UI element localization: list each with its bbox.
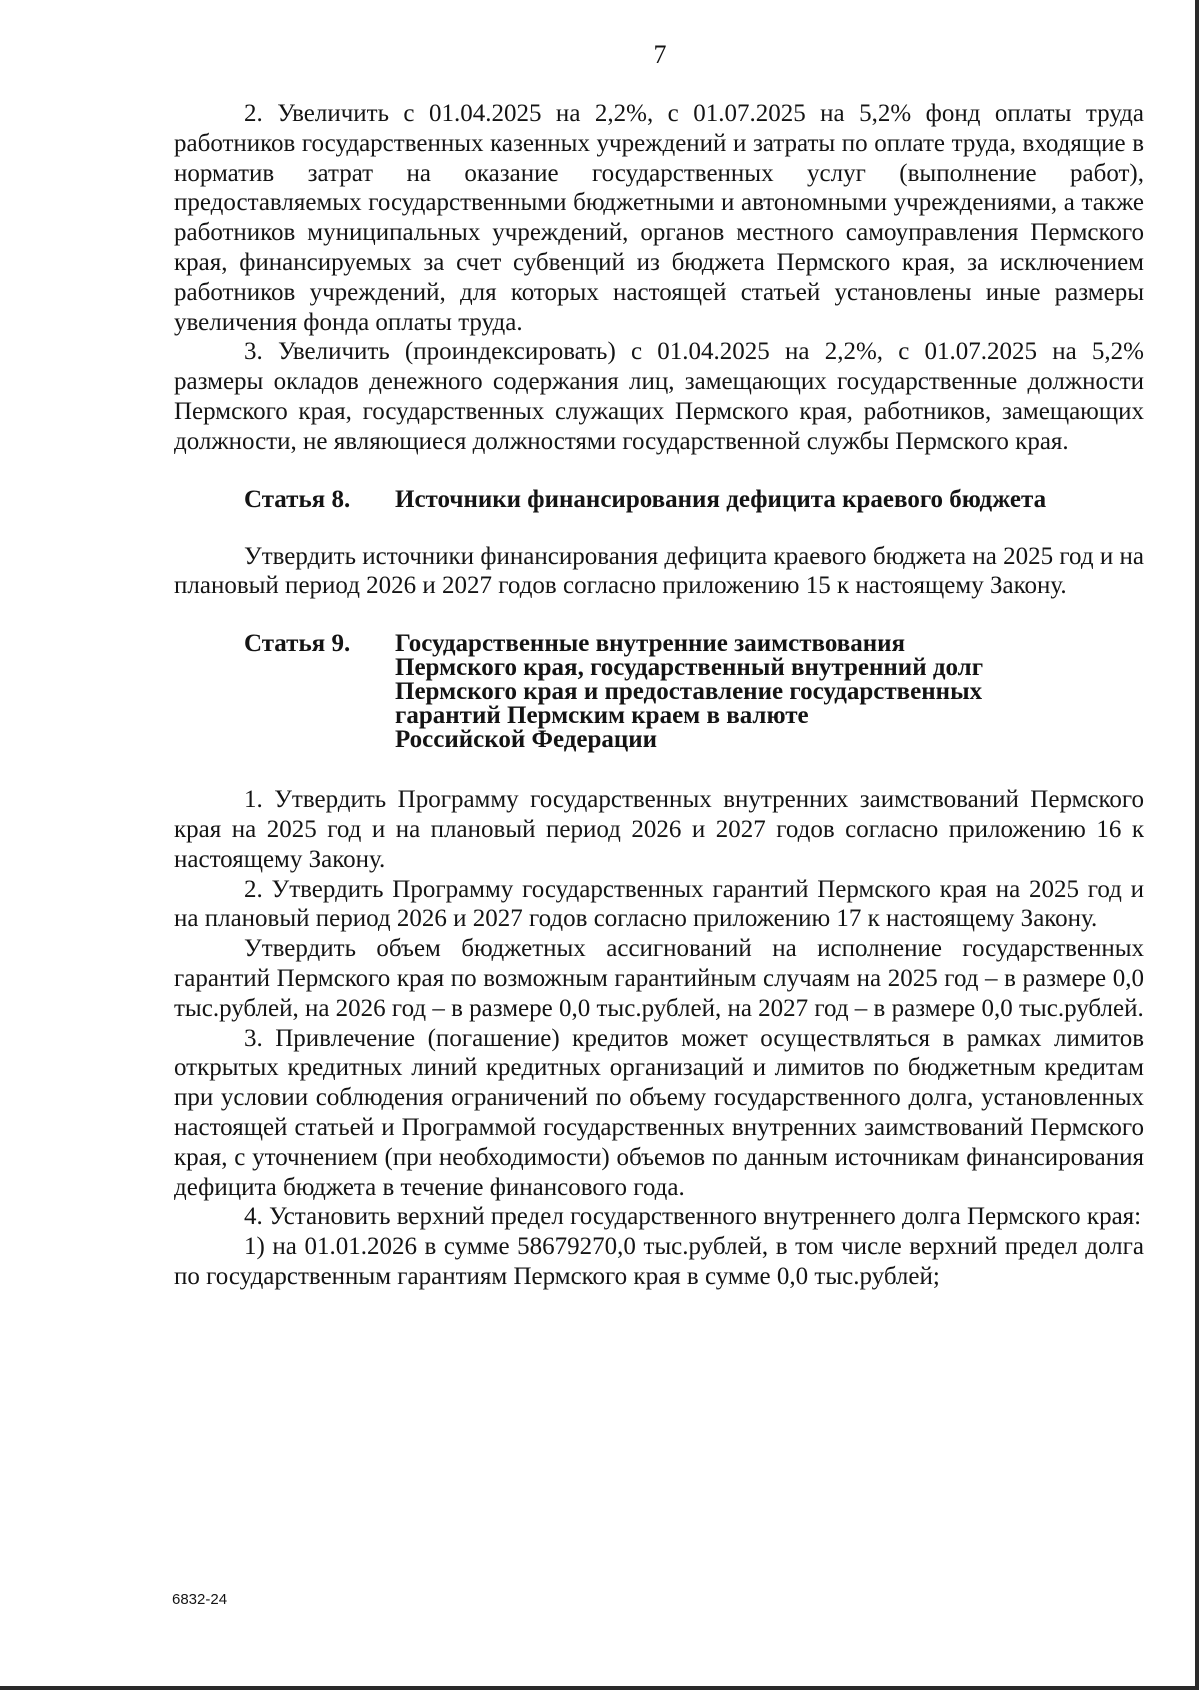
- article-9-title: [395, 632, 1144, 752]
- paragraph-debt-limit: 4. Установить верхний предел государственного внутреннего долга Пермского края:: [244, 1203, 1142, 1231]
- article-9-title-line: Государственные внутренние заимствования: [395, 630, 906, 658]
- article-8-heading: [174, 485, 1144, 513]
- paragraph-fot-increase: 2. Увеличить с 01.04.2025 на 2,2%, с 01.07.2025 на 5,2% фонд оплаты труда работников государственных казенных учреждений и затраты по оплате труда, входящие в норматив затрат на оказание государственных услуг (выполнение работ), предоставляемых государственными бюджетными и автономными учреждениями, а также работников муниципальных учреждений, органов местного самоуправления Пермского края, финансируемых за счет субвенций из бюджета Пермского края, за исключением работников учреждений, для которых настоящей статьей установлены иные размеры увеличения фонда оплаты труда.: [174, 100, 1144, 336]
- article-9-title-line: Пермского края, государственный внутренний долг: [395, 654, 984, 682]
- article-9-title-line: гарантий Пермским краем в валюте: [395, 702, 809, 730]
- document-code: 6832-24: [172, 1591, 228, 1608]
- article-9-heading: [174, 632, 1144, 752]
- document-body: [174, 99, 1144, 1292]
- paragraph-salary-indexation: 3. Увеличить (проиндексировать) с 01.04.2025 на 2,2%, с 01.07.2025 на 5,2% размеры окладов денежного содержания лиц, замещающих государственные должности Пермского края, государственных служащих Пермского края, работников, замещающих должности, не являющиеся должностями государственной службы Пермского края.: [174, 338, 1144, 455]
- article-9-title-line: Российской Федерации: [395, 726, 658, 754]
- paragraph-guarantee-allocations: Утвердить объем бюджетных ассигнований на исполнение государственных гарантий Пермского края по возможным гарантийным случаям на 2025 год – в размере 0,0 тыс.рублей, на 2026 год – в размере 0,0 тыс.рублей, на 2027 год – в размере 0,0 тыс.рублей.: [174, 935, 1144, 1022]
- article-8-number: Статья 8.: [244, 485, 351, 513]
- article-9-number: Статья 9.: [244, 630, 351, 658]
- article-9-title-line: Пермского края и предоставление государственных: [395, 678, 983, 706]
- paragraph-debt-limit-2026: 1) на 01.01.2026 в сумме 58679270,0 тыс.рублей, в том числе верхний предел долга по государственным гарантиям Пермского края в сумме 0,0 тыс.рублей;: [174, 1233, 1144, 1290]
- paragraph-credits: 3. Привлечение (погашение) кредитов может осуществляться в рамках лимитов открытых кредитных линий кредитных организаций и лимитов по бюджетным кредитам при условии соблюдения ограничений по объему государственного долга, установленных настоящей статьей и Программой государственных внутренних заимствований Пермского края, с уточнением (при необходимости) объемов по данным источникам финансирования дефицита бюджета в течение финансового года.: [174, 1024, 1144, 1201]
- paragraph-guarantee-program: 2. Утвердить Программу государственных гарантий Пермского края на 2025 год и на плановый период 2026 и 2027 годов согласно приложению 17 к настоящему Закону.: [174, 875, 1144, 933]
- article-8-title: Источники финансирования дефицита краевого бюджета: [395, 485, 1047, 513]
- page-number: 7: [653, 40, 667, 69]
- paragraph-borrowing-program: 1. Утвердить Программу государственных внутренних заимствований Пермского края на 2025 год и на плановый период 2026 и 2027 годов согласно приложению 16 к настоящему Закону.: [174, 786, 1144, 873]
- paragraph-deficit-sources: Утвердить источники финансирования дефицита краевого бюджета на 2025 год и на плановый период 2026 и 2027 годов согласно приложению 15 к настоящему Закону.: [174, 542, 1144, 600]
